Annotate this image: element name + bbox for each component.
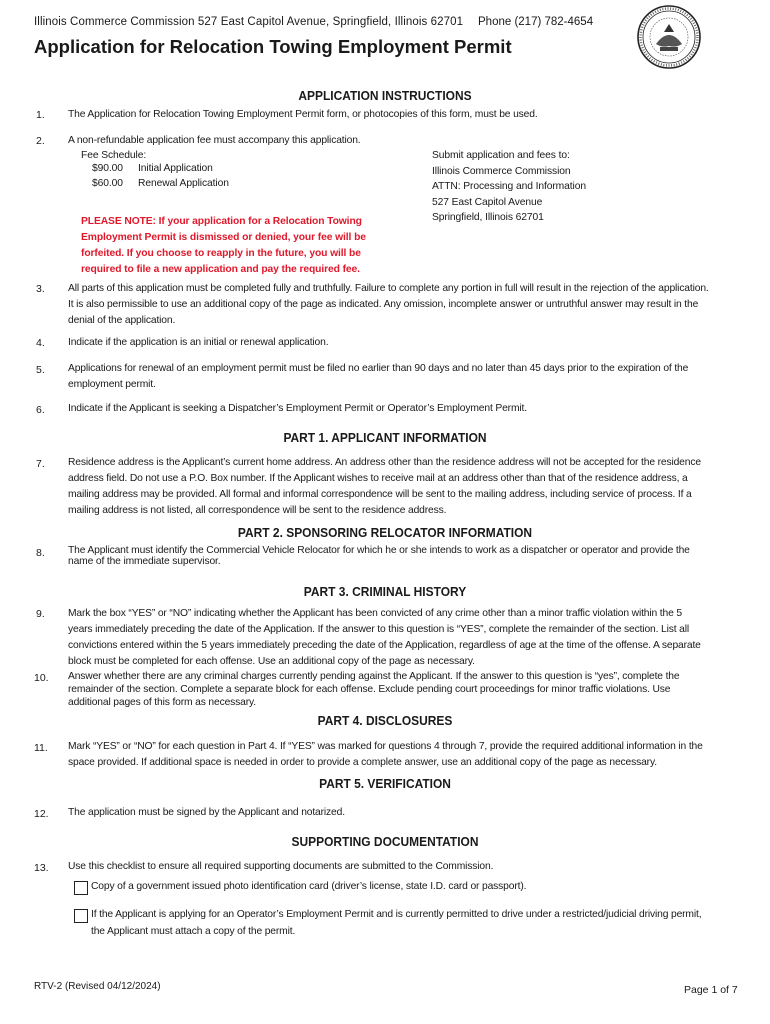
item-number: 11.: [34, 742, 48, 754]
header-address: Illinois Commerce Commission 527 East Capitol Avenue, Springfield, Illinois 62701: [34, 16, 464, 28]
item-number: 9.: [36, 608, 45, 620]
instruction-7-text: Residence address is the Applicant’s current home address. An address other than the residence address will not be accepted for the residence address field. Do not use a P.O. Box number. If the Applicant wishes to receive mail at an address other than that of the residence address, a mailing address may be provided. All formal and informal correspondence will be sent to the mailing address, including service of process. If a mailing address is not listed, all correspondence will be sent to the residence address.: [68, 457, 701, 516]
instruction-6-text: Indicate if the Applicant is seeking a Dispatcher’s Employment Permit or Operator’s Employment Permit.: [68, 403, 527, 414]
state-seal-icon: [636, 4, 702, 70]
item-number: 7.: [36, 458, 45, 470]
fee-schedule-label: Fee Schedule:: [81, 150, 147, 161]
section-instructions-heading: APPLICATION INSTRUCTIONS: [298, 88, 472, 103]
fee-initial-amount: $90.00: [92, 163, 123, 174]
fee-forfeit-note: PLEASE NOTE: If your application for a Relocation Towing Employment Permit is dismissed or denied, your fee will be forfeited. If you choose to reapply in the future, you will be required to file a new application and pay the required fee.: [81, 216, 366, 275]
fee-renewal-label: Renewal Application: [138, 178, 229, 189]
checklist-photo-id-checkbox[interactable]: [74, 881, 88, 895]
instruction-4-text: Indicate if the application is an initial or renewal application.: [68, 337, 329, 348]
fee-initial-label: Initial Application: [138, 163, 213, 174]
checklist-restricted-permit-label: If the Applicant is applying for an Operator’s Employment Permit and is currently permitted to drive under a restricted/judicial driving permit, the Applicant must attach a copy of the permit.: [91, 909, 702, 937]
item-number: 1.: [36, 109, 45, 121]
instruction-11-text: Mark “YES” or “NO” for each question in Part 4. If “YES” was marked for questions 4 through 7, provide the required additional information in the space provided. If additional space is needed in order to provide a complete answer, use an additional copy of the page as necessary.: [68, 741, 703, 768]
section-part1-heading: PART 1. APPLICANT INFORMATION: [283, 430, 487, 445]
header-phone: Phone (217) 782-4654: [478, 16, 594, 28]
instruction-1-text: The Application for Relocation Towing Employment Permit form, or photocopies of this form, must be used.: [68, 109, 538, 120]
instruction-9-text: Mark the box “YES” or “NO” indicating whether the Applicant has been convicted of any crime other than a minor traffic violation within the 5 years immediately preceding the date of the Application. If the answer to this question is “YES”, complete the remainder of the section. List all convictions entered within the 5 years immediately preceding the date of the Application, regardless of age at the time of the offense. A separate block must be completed for each offense. Use an additional copy of the page as necessary.: [68, 608, 701, 667]
instruction-2-text: A non-refundable application fee must accompany this application.: [68, 135, 361, 146]
section-part4-heading: PART 4. DISCLOSURES: [317, 713, 453, 728]
item-number: 10.: [34, 672, 49, 684]
item-number: 8.: [36, 547, 45, 559]
fee-renewal-amount: $60.00: [92, 178, 123, 189]
section-supporting-heading: SUPPORTING DOCUMENTATION: [291, 834, 479, 849]
page-title: Application for Relocation Towing Employment Permit: [34, 36, 512, 57]
section-part5-heading: PART 5. VERIFICATION: [319, 776, 451, 791]
section-part2-heading: PART 2. SPONSORING RELOCATOR INFORMATION: [237, 525, 533, 540]
checklist-photo-id-label: Copy of a government issued photo identification card (driver’s license, state I.D. card or passport).: [91, 881, 527, 892]
section-part3-heading: PART 3. CRIMINAL HISTORY: [303, 584, 467, 599]
item-number: 2.: [36, 135, 45, 147]
item-number: 6.: [36, 404, 45, 416]
instruction-5-text: Applications for renewal of an employment permit must be filed no earlier than 90 days and no later than 45 days prior to the expiration of the employment permit.: [68, 363, 689, 390]
submit-address-block: Submit application and fees to: Illinois Commerce Commission ATTN: Processing and Information 527 East Capitol Avenue Springfield, Illinois 62701: [432, 150, 586, 224]
item-number: 5.: [36, 364, 45, 376]
item-number: 13.: [34, 862, 49, 874]
item-number: 4.: [36, 337, 45, 349]
form-revision-id: RTV-2 (Revised 04/12/2024): [34, 981, 161, 992]
item-number: 12.: [34, 808, 49, 820]
page-number: Page 1 of 7: [684, 984, 738, 996]
instruction-12-text: The application must be signed by the Applicant and notarized.: [68, 807, 345, 818]
instruction-13-text: Use this checklist to ensure all required supporting documents are submitted to the Commission.: [68, 861, 494, 872]
instruction-10-text: Answer whether there are any criminal charges currently pending against the Applicant. If the answer to this question is “yes”, complete the remainder of the section. Complete a separate block for each offense. Exclude pending court proceedings for minor traffic violations. Use additional pages of this form as necessary.: [68, 671, 680, 708]
instruction-8-text: The Applicant must identify the Commercial Vehicle Relocator for which he or she intends to work as a dispatcher or operator and provide the name of the immediate supervisor.: [68, 545, 690, 567]
instruction-3-text: All parts of this application must be completed fully and truthfully. Failure to complete any portion in full will result in the rejection of the application. It is also permissible to use an additional copy of the page as indicated. Any omission, incomplete answer or untruthful answer may result in the denial of the application.: [68, 283, 709, 326]
checklist-restricted-permit-checkbox[interactable]: [74, 909, 88, 923]
item-number: 3.: [36, 283, 45, 295]
